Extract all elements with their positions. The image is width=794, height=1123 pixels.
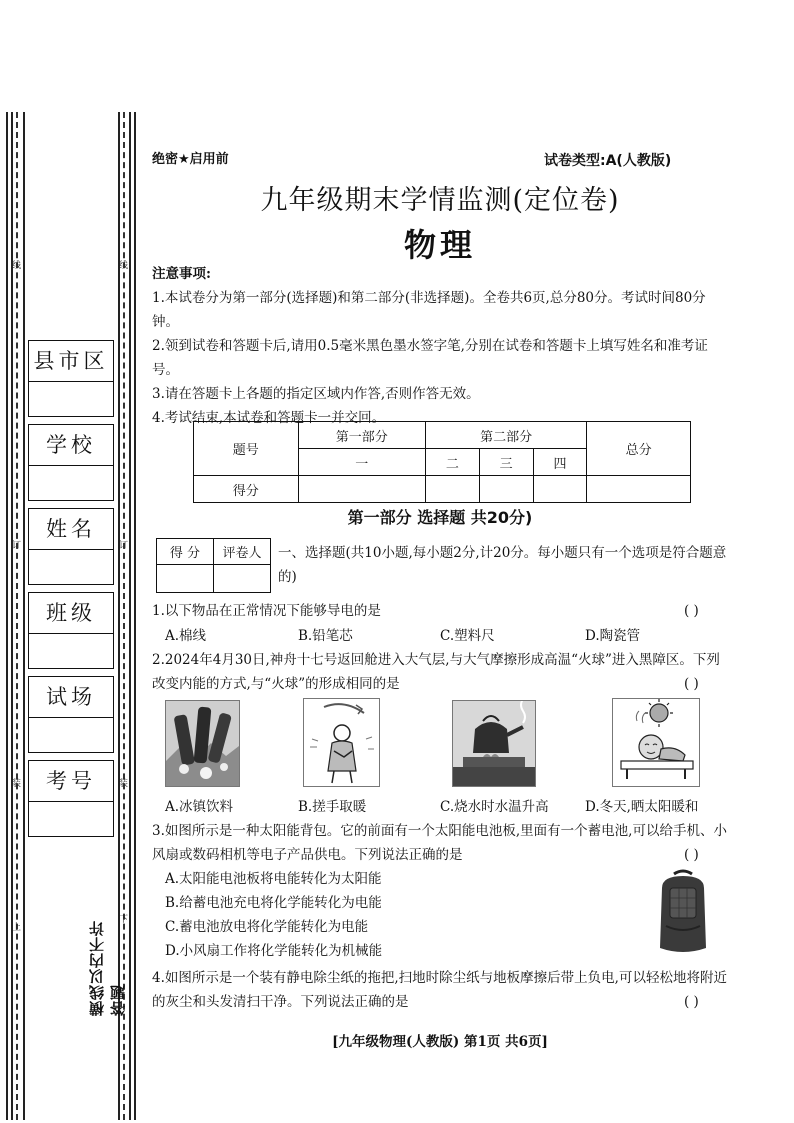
- strip-mark-shang: 上: [12, 923, 22, 933]
- county-blank[interactable]: [29, 381, 113, 416]
- page-footer: [九年级物理(人教版) 第1页 共6页]: [332, 1034, 548, 1050]
- score-cell[interactable]: [425, 476, 479, 503]
- grader-reviewer-label: 评卷人: [214, 539, 271, 565]
- grader-score-cell[interactable]: [157, 565, 214, 593]
- notice-item: 3.请在答题卡上各题的指定区域内作答,否则作答无效。: [152, 386, 480, 402]
- section-one-instructions: 一、选择题(共10小题,每小题2分,计20分。每小题只有一个选项是符合题意的): [278, 545, 727, 585]
- strip-mark-xian: 线: [12, 261, 22, 271]
- sunbathing-image: [612, 698, 700, 787]
- question-1-stem: 1.以下物品在正常情况下能够导电的是: [152, 603, 381, 619]
- class-field[interactable]: [28, 592, 114, 669]
- q3-option-b: B.给蓄电池充电将化学能转化为电能: [165, 895, 382, 911]
- school-field[interactable]: [28, 424, 114, 501]
- exam-number-blank[interactable]: [29, 801, 113, 836]
- no-answer-note: 横线以内不许答题: [88, 920, 127, 1016]
- score-table-section-4: 四: [533, 449, 587, 476]
- strip-mark-zhuang: 装: [119, 779, 129, 789]
- confidential-label: 绝密★启用前: [152, 152, 229, 167]
- strip-line: [134, 112, 136, 1120]
- score-cell[interactable]: [587, 476, 691, 503]
- q2-option-a: A.冰镇饮料: [165, 799, 234, 815]
- name-label: 姓名: [46, 517, 96, 541]
- boiling-kettle-image: [452, 700, 536, 787]
- paper-type-label: 试卷类型:A(人教版): [544, 153, 672, 169]
- strip-mark-ding: 订: [119, 541, 129, 551]
- notice-item: 4.考试结束,本试卷和答题卡一并交回。: [152, 410, 386, 426]
- score-table-header-part1: 第一部分: [298, 422, 425, 449]
- iced-drinks-image: [165, 700, 240, 787]
- class-blank[interactable]: [29, 633, 113, 668]
- grader-score-label: 得 分: [157, 539, 214, 565]
- q3-option-d: D.小风扇工作将化学能转化为机械能: [165, 943, 383, 959]
- county-label: 县市区: [33, 349, 109, 373]
- q1-option-d: D.陶瓷管: [585, 628, 641, 644]
- exam-number-label: 考号: [46, 769, 96, 793]
- strip-line: [6, 112, 8, 1120]
- score-table-header-part2: 第二部分: [425, 422, 586, 449]
- grader-table: [156, 538, 271, 593]
- subject-title: 物理: [403, 226, 476, 264]
- strip-mark-xian: 线: [119, 261, 129, 271]
- rubbing-hands-image: [303, 698, 380, 787]
- exam-room-label: 试场: [46, 685, 96, 709]
- solar-backpack-image: [656, 868, 710, 956]
- score-cell[interactable]: [533, 476, 587, 503]
- score-table: [193, 421, 691, 503]
- q1-option-b: B.铅笔芯: [298, 628, 353, 644]
- q2-option-b: B.搓手取暖: [298, 799, 367, 815]
- answer-paren[interactable]: ( ): [684, 603, 699, 619]
- strip-mark-xia: 下: [119, 915, 129, 925]
- q3-option-a: A.太阳能电池板将电能转化为太阳能: [165, 871, 382, 887]
- score-cell[interactable]: [479, 476, 533, 503]
- strip-mark-zhuang: 装: [12, 779, 22, 789]
- grader-reviewer-cell[interactable]: [214, 565, 271, 593]
- county-field[interactable]: [28, 340, 114, 417]
- exam-title: 九年级期末学情监测(定位卷): [260, 185, 620, 216]
- name-blank[interactable]: [29, 549, 113, 584]
- strip-mark-ding: 订: [12, 541, 22, 551]
- score-table-row-label: 得分: [194, 476, 299, 503]
- q3-option-c: C.蓄电池放电将化学能转化为电能: [165, 919, 369, 935]
- notice-item: 2.领到试卷和答题卡后,请用0.5毫米黑色墨水签字笔,分别在试卷和答题卡上填写姓名和准考证号。: [152, 338, 708, 378]
- exam-number-field[interactable]: [28, 760, 114, 837]
- score-table-section-2: 二: [425, 449, 479, 476]
- strip-line: [23, 112, 25, 1120]
- answer-paren[interactable]: ( ): [684, 847, 699, 863]
- score-table-header-total: 总分: [587, 422, 691, 476]
- q2-option-d: D.冬天,晒太阳暖和: [585, 799, 699, 815]
- question-3-stem: 3.如图所示是一种太阳能背包。它的前面有一个太阳能电池板,里面有一个蓄电池,可以给手机、小风扇或数码相机等电子产品供电。下列说法正确的是: [152, 823, 727, 863]
- q1-option-a: A.棉线: [165, 628, 207, 644]
- class-label: 班级: [46, 601, 96, 625]
- notice-heading: 注意事项:: [152, 266, 211, 282]
- score-table-section-3: 三: [479, 449, 533, 476]
- score-table-section-1: 一: [298, 449, 425, 476]
- q1-option-c: C.塑料尺: [440, 628, 495, 644]
- score-cell[interactable]: [298, 476, 425, 503]
- score-table-header-number: 题号: [194, 422, 299, 476]
- q2-option-c: C.烧水时水温升高: [440, 799, 549, 815]
- exam-room-blank[interactable]: [29, 717, 113, 752]
- question-4-stem: 4.如图所示是一个装有静电除尘纸的拖把,扫地时除尘纸与地板摩擦后带上负电,可以轻松地将附近的灰尘和头发清扫干净。下列说法正确的是: [152, 970, 727, 1010]
- question-2-stem: 2.2024年4月30日,神舟十七号返回舱进入大气层,与大气摩擦形成高温“火球”进入黑障区。下列改变内能的方式,与“火球”的形成相同的是: [152, 652, 720, 692]
- answer-paren[interactable]: ( ): [684, 676, 699, 692]
- school-label: 学校: [46, 433, 96, 457]
- strip-line: [129, 112, 131, 1120]
- name-field[interactable]: [28, 508, 114, 585]
- school-blank[interactable]: [29, 465, 113, 500]
- answer-paren[interactable]: ( ): [684, 994, 699, 1010]
- part-one-title: 第一部分 选择题 共20分): [347, 508, 533, 527]
- exam-room-field[interactable]: [28, 676, 114, 753]
- notice-item: 1.本试卷分为第一部分(选择题)和第二部分(非选择题)。全卷共6页,总分80分。考试时间80分钟。: [152, 290, 706, 330]
